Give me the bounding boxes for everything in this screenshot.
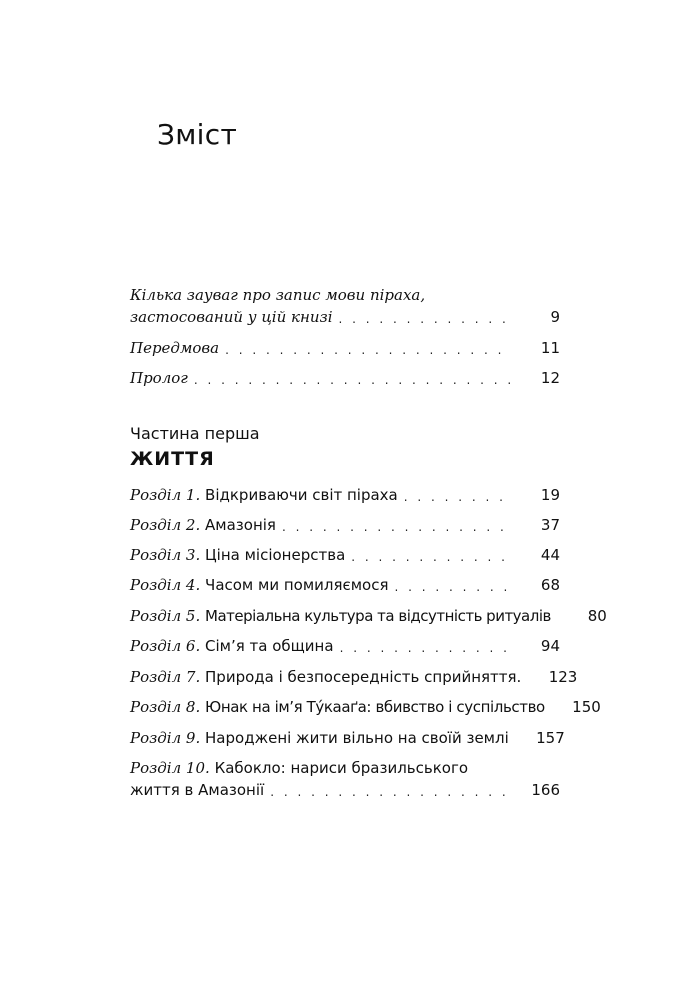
chapter-title: Матеріальна культура та відсутність ритуалів xyxy=(205,607,551,625)
toc-entry-chapter-7[interactable] xyxy=(130,666,578,688)
toc-entry-chapter-6[interactable] xyxy=(130,635,560,657)
toc-entry-chapter-4[interactable] xyxy=(130,574,560,596)
toc-entry-notes[interactable] xyxy=(130,284,560,328)
toc-entry-chapter-2[interactable] xyxy=(130,514,560,536)
toc-page-number: 12 xyxy=(540,369,560,387)
toc-page-number: 157 xyxy=(536,729,565,747)
part-title: ЖИТТЯ xyxy=(130,448,215,470)
chapter-prefix: Розділ 10. xyxy=(130,759,210,777)
chapter-prefix: Розділ 7. xyxy=(130,668,201,686)
toc-page-number: 166 xyxy=(531,781,560,799)
toc-entry-chapter-1[interactable] xyxy=(130,484,560,506)
dot-leader xyxy=(270,783,510,801)
chapter-title: Амазонія xyxy=(205,516,276,534)
page-title: Зміст xyxy=(157,118,238,151)
dot-leader xyxy=(225,341,510,359)
chapter-title: Природа і безпосередність сприйняття. xyxy=(205,668,522,686)
part-label: Частина перша xyxy=(130,424,260,443)
toc-page-number: 9 xyxy=(550,308,560,326)
toc-entry-preface[interactable] xyxy=(130,337,560,359)
chapter-prefix: Розділ 2. xyxy=(130,516,201,534)
chapter-prefix: Розділ 1. xyxy=(130,486,201,504)
toc-entry-chapter-9[interactable] xyxy=(130,727,565,749)
chapter-title: Відкриваючи світ піраха xyxy=(205,486,398,504)
toc-page-number: 94 xyxy=(540,637,560,655)
toc-page-number: 37 xyxy=(540,516,560,534)
chapter-title: Юнак на ім’я Тýкааґа: вбивство і суспільство xyxy=(205,698,545,716)
toc-entry-chapter-3[interactable] xyxy=(130,544,560,566)
toc-entry-title-line2: застосований у цій книзі xyxy=(130,308,333,326)
toc-entry-title-line1: Кілька зауваг про запис мови піраха, xyxy=(130,286,426,304)
toc-page-number: 68 xyxy=(540,576,560,594)
chapter-title-line2: життя в Амазонії xyxy=(130,781,265,799)
dot-leader xyxy=(194,371,510,389)
toc-page-number: 11 xyxy=(540,339,560,357)
chapter-prefix: Розділ 9. xyxy=(130,729,201,747)
dot-leader xyxy=(395,578,510,596)
dot-leader xyxy=(351,548,510,566)
toc-page-number: 123 xyxy=(548,668,578,686)
chapter-prefix: Розділ 8. xyxy=(130,698,201,716)
chapter-title: Народжені жити вільно на своїй землі xyxy=(205,729,509,747)
toc-page-number: 150 xyxy=(572,698,601,716)
toc-entry-title: Передмова xyxy=(130,339,220,357)
toc-page-number: 80 xyxy=(587,607,607,625)
chapter-title: Часом ми помиляємося xyxy=(205,576,389,594)
toc-entry-prologue[interactable] xyxy=(130,367,560,389)
chapter-prefix: Розділ 3. xyxy=(130,546,201,564)
toc-page-number: 19 xyxy=(540,486,560,504)
toc-page-number: 44 xyxy=(540,546,560,564)
dot-leader xyxy=(282,518,510,536)
toc-entry-chapter-5[interactable] xyxy=(130,605,607,627)
dot-leader xyxy=(404,488,510,506)
chapter-prefix: Розділ 5. xyxy=(130,607,201,625)
dot-leader xyxy=(339,310,511,328)
chapter-title: Ціна місіонерства xyxy=(205,546,346,564)
chapter-prefix: Розділ 4. xyxy=(130,576,201,594)
toc-entry-title: Пролог xyxy=(130,369,188,387)
toc-entry-chapter-8[interactable] xyxy=(130,696,601,718)
chapter-title-line1: Кабокло: нариси бразильського xyxy=(214,759,469,777)
dot-leader xyxy=(340,639,510,657)
chapter-title: Сім’я та община xyxy=(205,637,334,655)
chapter-prefix: Розділ 6. xyxy=(130,637,201,655)
toc-entry-chapter-10[interactable] xyxy=(130,757,560,801)
